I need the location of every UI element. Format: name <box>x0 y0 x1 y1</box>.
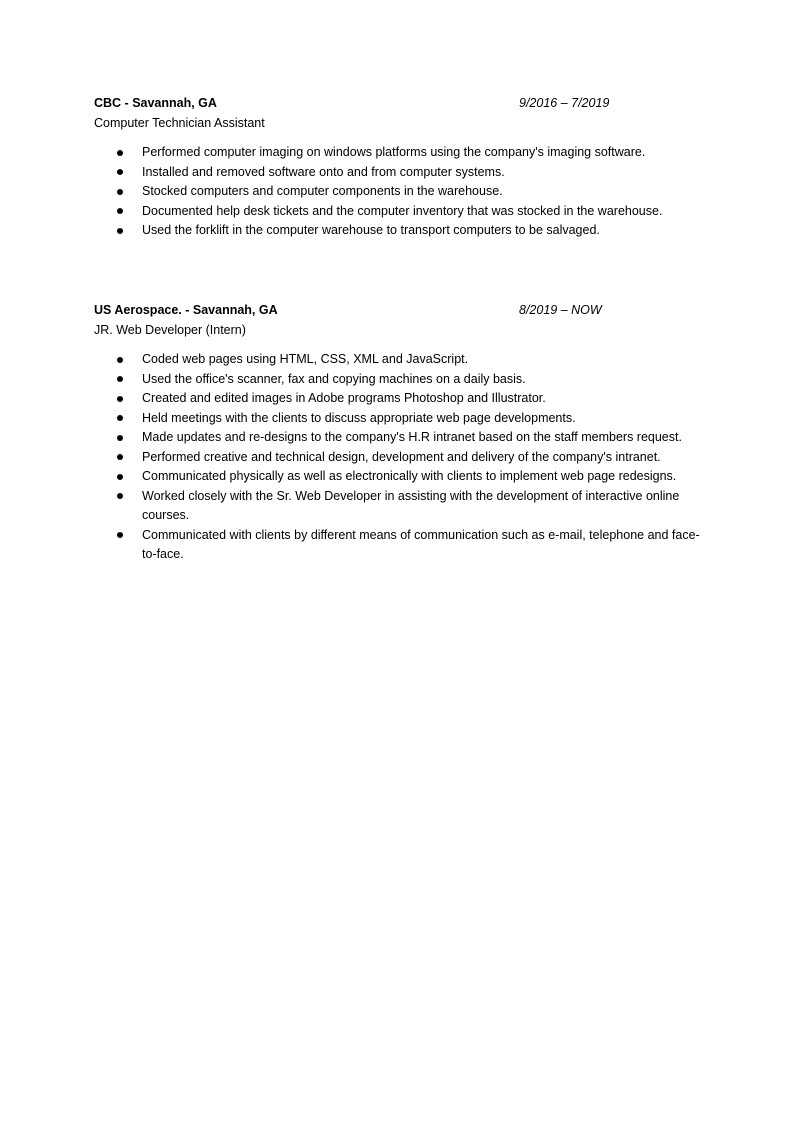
list-item <box>94 428 702 448</box>
job-entry-cbc <box>94 93 714 241</box>
bullet-icon <box>117 208 123 214</box>
list-item-text: Communicated with clients by different means of communication such as e-mail, telephone and face-to-face. <box>142 527 700 561</box>
bullet-icon <box>117 357 123 363</box>
bullet-icon <box>117 376 123 382</box>
list-item-text: Coded web pages using HTML, CSS, XML and JavaScript. <box>142 352 469 366</box>
list-item-text: Used the office's scanner, fax and copying machines on a daily basis. <box>142 371 526 386</box>
bullet-icon <box>117 169 123 175</box>
list-item-text: Communicated physically as well as electronically with clients to implement web page redesigns. <box>142 469 677 483</box>
responsibilities-list <box>94 350 714 565</box>
list-item <box>94 202 702 222</box>
list-item-text: Created and edited images in Adobe programs Photoshop and Illustrator. <box>142 391 546 405</box>
company-name: US Aerospace. - Savannah, GA <box>94 303 278 317</box>
bullet-icon <box>117 532 123 538</box>
list-item <box>94 467 702 487</box>
list-item <box>94 163 702 183</box>
bullet-icon <box>117 150 123 156</box>
employment-dates: 9/2016 – 7/2019 <box>519 96 610 110</box>
list-item-text: Documented help desk tickets and the computer inventory that was stocked in the warehouse. <box>142 203 663 218</box>
bullet-icon <box>117 435 123 441</box>
list-item-text: Made updates and re-designs to the company's H.R intranet based on the staff members request. <box>142 430 682 444</box>
list-item-text: Installed and removed software onto and from computer systems. <box>142 164 505 179</box>
list-item <box>94 182 702 202</box>
list-item <box>94 487 702 526</box>
list-item <box>94 370 702 390</box>
list-item <box>94 389 702 409</box>
list-item <box>94 526 702 565</box>
job-entry-us-aerospace <box>94 300 714 565</box>
job-header <box>94 93 714 113</box>
bullet-icon <box>117 454 123 460</box>
list-item <box>94 143 702 163</box>
bullet-icon <box>117 396 123 402</box>
list-item-text: Held meetings with the clients to discuss appropriate web page developments. <box>142 410 576 425</box>
bullet-icon <box>117 228 123 234</box>
list-item <box>94 221 702 241</box>
bullet-icon <box>117 415 123 421</box>
job-title: Computer Technician Assistant <box>94 116 265 130</box>
list-item <box>94 350 702 370</box>
responsibilities-list <box>94 143 714 241</box>
list-item-text: Worked closely with the Sr. Web Developer in assisting with the development of interactive online courses. <box>142 488 680 522</box>
job-header <box>94 300 714 320</box>
list-item-text: Used the forklift in the computer warehouse to transport computers to be salvaged. <box>142 223 600 237</box>
list-item <box>94 448 702 468</box>
list-item-text: Performed creative and technical design, development and delivery of the company's intranet. <box>142 449 661 464</box>
list-item-text: Stocked computers and computer components in the warehouse. <box>142 184 503 198</box>
company-name: CBC - Savannah, GA <box>94 96 217 110</box>
bullet-icon <box>117 189 123 195</box>
list-item <box>94 409 702 429</box>
employment-dates: 8/2019 – NOW <box>519 303 602 317</box>
bullet-icon <box>117 474 123 480</box>
list-item-text: Performed computer imaging on windows platforms using the company's imaging software. <box>142 145 646 159</box>
bullet-icon <box>117 493 123 499</box>
job-title: JR. Web Developer (Intern) <box>94 323 246 337</box>
